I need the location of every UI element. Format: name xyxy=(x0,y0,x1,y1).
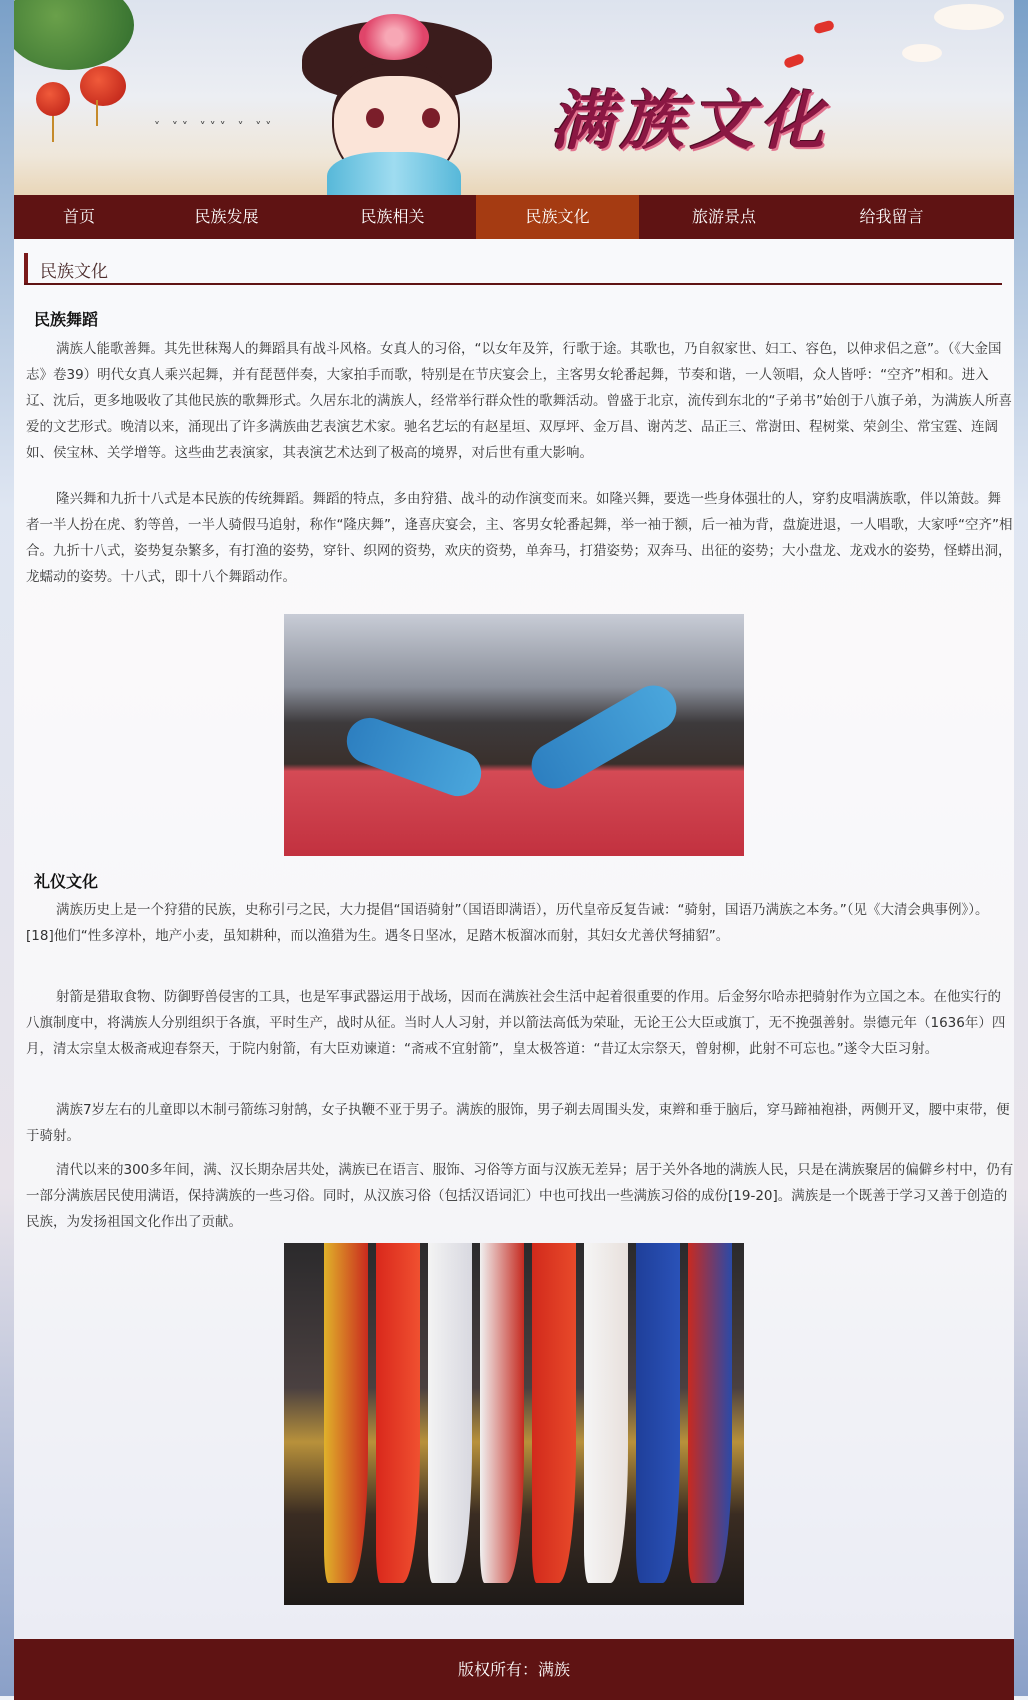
banner-flag xyxy=(532,1243,576,1583)
cloud-decoration xyxy=(934,4,1004,30)
cartoon-girl-eye xyxy=(422,108,440,128)
dance-paragraph-1: 满族人能歌善舞。其先世秣羯人的舞蹈具有战斗风格。女真人的习俗，“以女年及笄，行歌于途。其歌也，乃自叙家世、妇工、容色，以伸求侣之意”。（《大金国志》卷39）明代女真人乘兴起舞，并有琵琶伴奏，大家拍手而歌，特别是在节庆宴会上，主客男女轮番起舞，节奏和谐，一人领唱，众人皆呼：“空齐”相和。进入辽、沈后，更多地吸收了其他民族的歌舞形式。久居东北的满族人，经常举行群众性的歌舞活动。曾盛于北京，流传到东北的“子弟书”始创于八旗子弟，为满族人所喜爱的文艺形式。晚清以来，涌现出了许多满族曲艺表演艺术家。驰名艺坛的有赵星垣、双厚坪、金万昌、谢芮芝、品正三、常澍田、程树棠、荣剑尘、常宝霆、连阔如、侯宝林、关学增等。这些曲艺表演家，其表演艺术达到了极高的境界，对后世有重大影响。 xyxy=(26,341,1012,461)
red-lantern-icon xyxy=(80,66,126,106)
etiquette-paragraph-1: 满族历史上是一个狩猎的民族，史称引弓之民，大力提倡“国语骑射”（国语即满语），历代皇帝反复告诫：“骑射，国语乃满族之本务。”（见《大清会典事例》）。[18]他们“性多淳朴，地产小麦，虽知耕种，而以渔猎为生。遇冬日坚冰，足踏木板溜冰而射，其妇女尤善伏弩捕貂”。 xyxy=(26,902,989,944)
header-banner xyxy=(14,0,1014,195)
page-wrapper xyxy=(14,0,1014,1696)
etiquette-paragraph-2: 射箭是猎取食物、防御野兽侵害的工具，也是军事武器运用于战场，因而在满族社会生活中起着很重要的作用。后金努尔哈赤把骑射作为立国之本。在他实行的八旗制度中，将满族人分别组织于各旗，平时生产，战时从征。当时人人习射，并以箭法高低为荣耻，无论王公大臣或旗丁，无不挽强善射。崇德元年（1636年）四月，清太宗皇太极斋戒迎春祭天，于院内射箭，有大臣劝谏道：“斋戒不宜射箭”，皇太极答道：“昔辽太宗祭天，曾射柳，此射不可忘也。”遂令大臣习射。 xyxy=(26,989,1006,1057)
page-background-right xyxy=(1014,0,1028,1696)
flying-birds-decoration: ˅ ˅˅ ˅˅˅ ˅ ˅˅ xyxy=(154,120,276,134)
footer xyxy=(14,1639,1014,1700)
banner-flag xyxy=(584,1243,628,1583)
red-lantern-icon xyxy=(36,82,70,116)
banner-flag xyxy=(480,1243,524,1583)
etiquette-paragraph-4: 清代以来的300多年间，满、汉长期杂居共处，满族已在语言、服饰、习俗等方面与汉族无差异；居于关外各地的满族人民，只是在满族聚居的偏僻乡村中，仍有一部分满族居民使用满语，保持满族的一些习俗。同时，从汉族习俗（包括汉语词汇）中也可找出一些满族习俗的成份[19-20]。满族是一个既善于学习又善于创造的民族，为发扬祖国文化作出了贡献。 xyxy=(26,1162,1014,1230)
etiquette-paragraph-3: 满族7岁左右的儿童即以木制弓箭练习射鹄，女子执鞭不亚于男子。满族的服饰，男子剃去周围头发，束辫和垂于脑后，穿马蹄袖袍褂，两侧开叉，腰中束带，便于骑射。 xyxy=(26,1102,1010,1144)
small-lantern-icon xyxy=(783,53,805,69)
cloud-decoration xyxy=(902,44,942,62)
main-nav xyxy=(14,195,1014,239)
peony-flower-decoration xyxy=(359,14,429,60)
main-content xyxy=(14,239,1014,1639)
nav-item-development[interactable]: 民族发展 xyxy=(194,207,259,226)
cartoon-girl-robe xyxy=(327,152,461,195)
manchu-dance-photo xyxy=(284,614,744,856)
dancer-figure xyxy=(340,711,487,802)
nav-item-guestbook[interactable]: 给我留言 xyxy=(859,207,924,226)
etiquette-heading: 礼仪文化 xyxy=(34,872,99,891)
banner-flag xyxy=(688,1243,732,1583)
dance-heading: 民族舞蹈 xyxy=(34,310,99,329)
eight-banners-photo xyxy=(284,1243,744,1605)
cartoon-girl-eye xyxy=(366,108,384,128)
banner-flag xyxy=(376,1243,420,1583)
dance-paragraph-2: 隆兴舞和九折十八式是本民族的传统舞蹈。舞蹈的特点，多由狩猎、战斗的动作演变而来。如隆兴舞，要选一些身体强壮的人，穿豹皮唱满族歌，伴以箫鼓。舞者一半人扮在虎、豹等兽，一半人骑假马追射，称作“隆庆舞”，逢喜庆宴会，主、客男女轮番起舞，举一袖于额，后一袖为背，盘旋进退，一人唱歌，大家呼“空齐”相合。九折十八式，姿势复杂繁多，有打渔的姿势，穿针、织网的资势，欢庆的资势，单奔马，打猎姿势；双奔马、出征的姿势；大小盘龙、龙戏水的姿势，怪蟒出洞，龙蠕动的姿势。十八式，即十八个舞蹈动作。 xyxy=(26,491,1013,585)
banner-flag xyxy=(636,1243,680,1583)
banner-flag xyxy=(324,1243,368,1583)
copyright-text: 版权所有：满族 xyxy=(457,1660,570,1679)
dancer-figure xyxy=(523,677,685,797)
nav-item-home[interactable]: 首页 xyxy=(62,207,95,226)
banner-title-art: 满族文化 xyxy=(550,84,830,159)
small-lantern-icon xyxy=(813,20,835,35)
nav-item-culture[interactable]: 民族文化 xyxy=(476,195,639,239)
page-background-left xyxy=(0,0,14,1696)
section-header-bar xyxy=(24,253,28,283)
nav-item-related[interactable]: 民族相关 xyxy=(360,207,425,226)
section-title: 民族文化 xyxy=(40,262,108,282)
tree-branch-decoration xyxy=(14,0,134,70)
section-header xyxy=(24,253,1002,285)
banner-flag xyxy=(428,1243,472,1583)
nav-item-tourism[interactable]: 旅游景点 xyxy=(691,207,756,226)
